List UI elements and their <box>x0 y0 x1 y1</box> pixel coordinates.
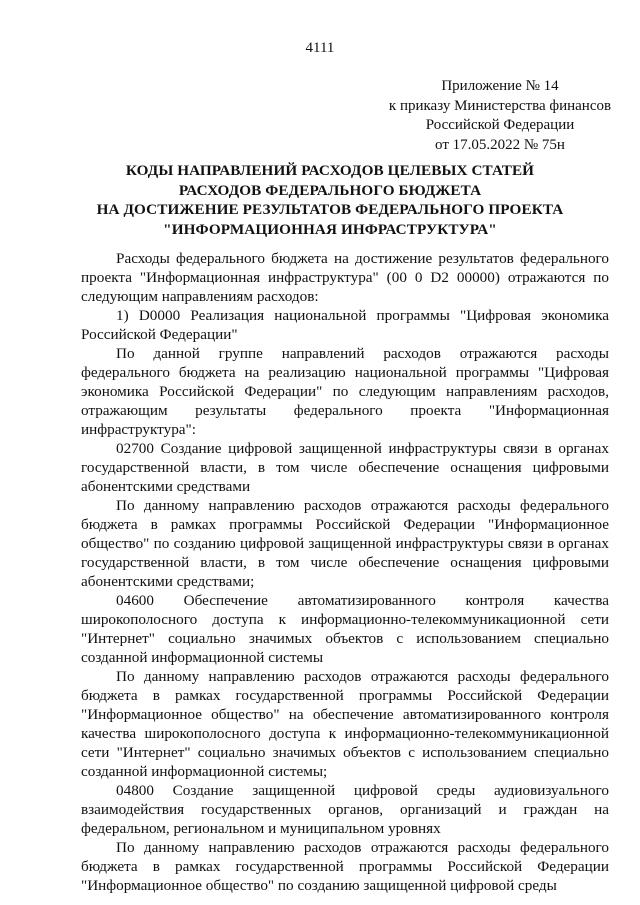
document-body <box>81 249 609 895</box>
page-number: 4111 <box>305 40 335 56</box>
appendix-line: от 17.05.2022 № 75н <box>435 136 565 153</box>
paragraph: 02700 Создание цифровой защищенной инфраструктуры связи в органах государственной власти, в том числе обеспечение оснащения цифровыми абонентскими средствами <box>81 440 609 495</box>
appendix-line: Российской Федерации <box>425 117 575 133</box>
paragraph: Расходы федерального бюджета на достижение результатов федерального проекта "Информационная инфраструктура" (00 0 D2 00000) отражаются по следующим направлениям расходов: <box>81 250 609 305</box>
appendix-line: к приказу Министерства финансов <box>388 97 612 114</box>
paragraph: 04600 Обеспечение автоматизированного контроля качества широкополосного доступа к информационно-телекоммуникационной сети "Интернет" социально значимых объектов с использованием специально созданной информационной системы <box>81 592 609 666</box>
appendix-line: Приложение № 14 <box>441 78 559 94</box>
paragraph: По данному направлению расходов отражаются расходы федерального бюджета в рамках программы Российской Федерации "Информационное общество" по созданию цифровой защищенной инфраструктуры связи в органах государственной власти, в том числе обеспечение оснащения цифровыми абонентскими средствами; <box>81 497 609 590</box>
paragraph: По данному направлению расходов отражаются расходы федерального бюджета в рамках государственной программы Российской Федерации "Информационное общество" на обеспечение автоматизированного контроля качества широкополосного доступа к информационно-телекоммуникационной сети "Интернет" социально значимых объектов с использованием специально созданной информационной системы; <box>81 668 609 780</box>
document-title <box>60 161 600 239</box>
paragraph: По данному направлению расходов отражаются расходы федерального бюджета в рамках государственной программы Российской Федерации "Информационное общество" по созданию защищенной цифровой среды <box>81 839 609 894</box>
title-line: НА ДОСТИЖЕНИЕ РЕЗУЛЬТАТОВ ФЕДЕРАЛЬНОГО ПРОЕКТА <box>96 201 564 218</box>
title-line: "ИНФОРМАЦИОННАЯ ИНФРАСТРУКТУРА" <box>163 220 497 238</box>
appendix-block <box>375 77 625 155</box>
paragraph: 04800 Создание защищенной цифровой среды аудиовизуального взаимодействия государственных органов, организаций и граждан на федеральном, региональном и муниципальном уровнях <box>81 782 609 837</box>
paragraph: По данной группе направлений расходов отражаются расходы федерального бюджета на реализацию национальной программы "Цифровая экономика Российской Федерации" по следующим направлениям расходов, отражающим результаты федерального проекта "Информационная инфраструктура": <box>81 345 609 438</box>
title-line: РАСХОДОВ ФЕДЕРАЛЬНОГО БЮДЖЕТА <box>178 181 482 199</box>
title-line: КОДЫ НАПРАВЛЕНИЙ РАСХОДОВ ЦЕЛЕВЫХ СТАТЕЙ <box>125 162 535 179</box>
paragraph: 1) D0000 Реализация национальной программы "Цифровая экономика Российской Федерации" <box>81 307 609 343</box>
